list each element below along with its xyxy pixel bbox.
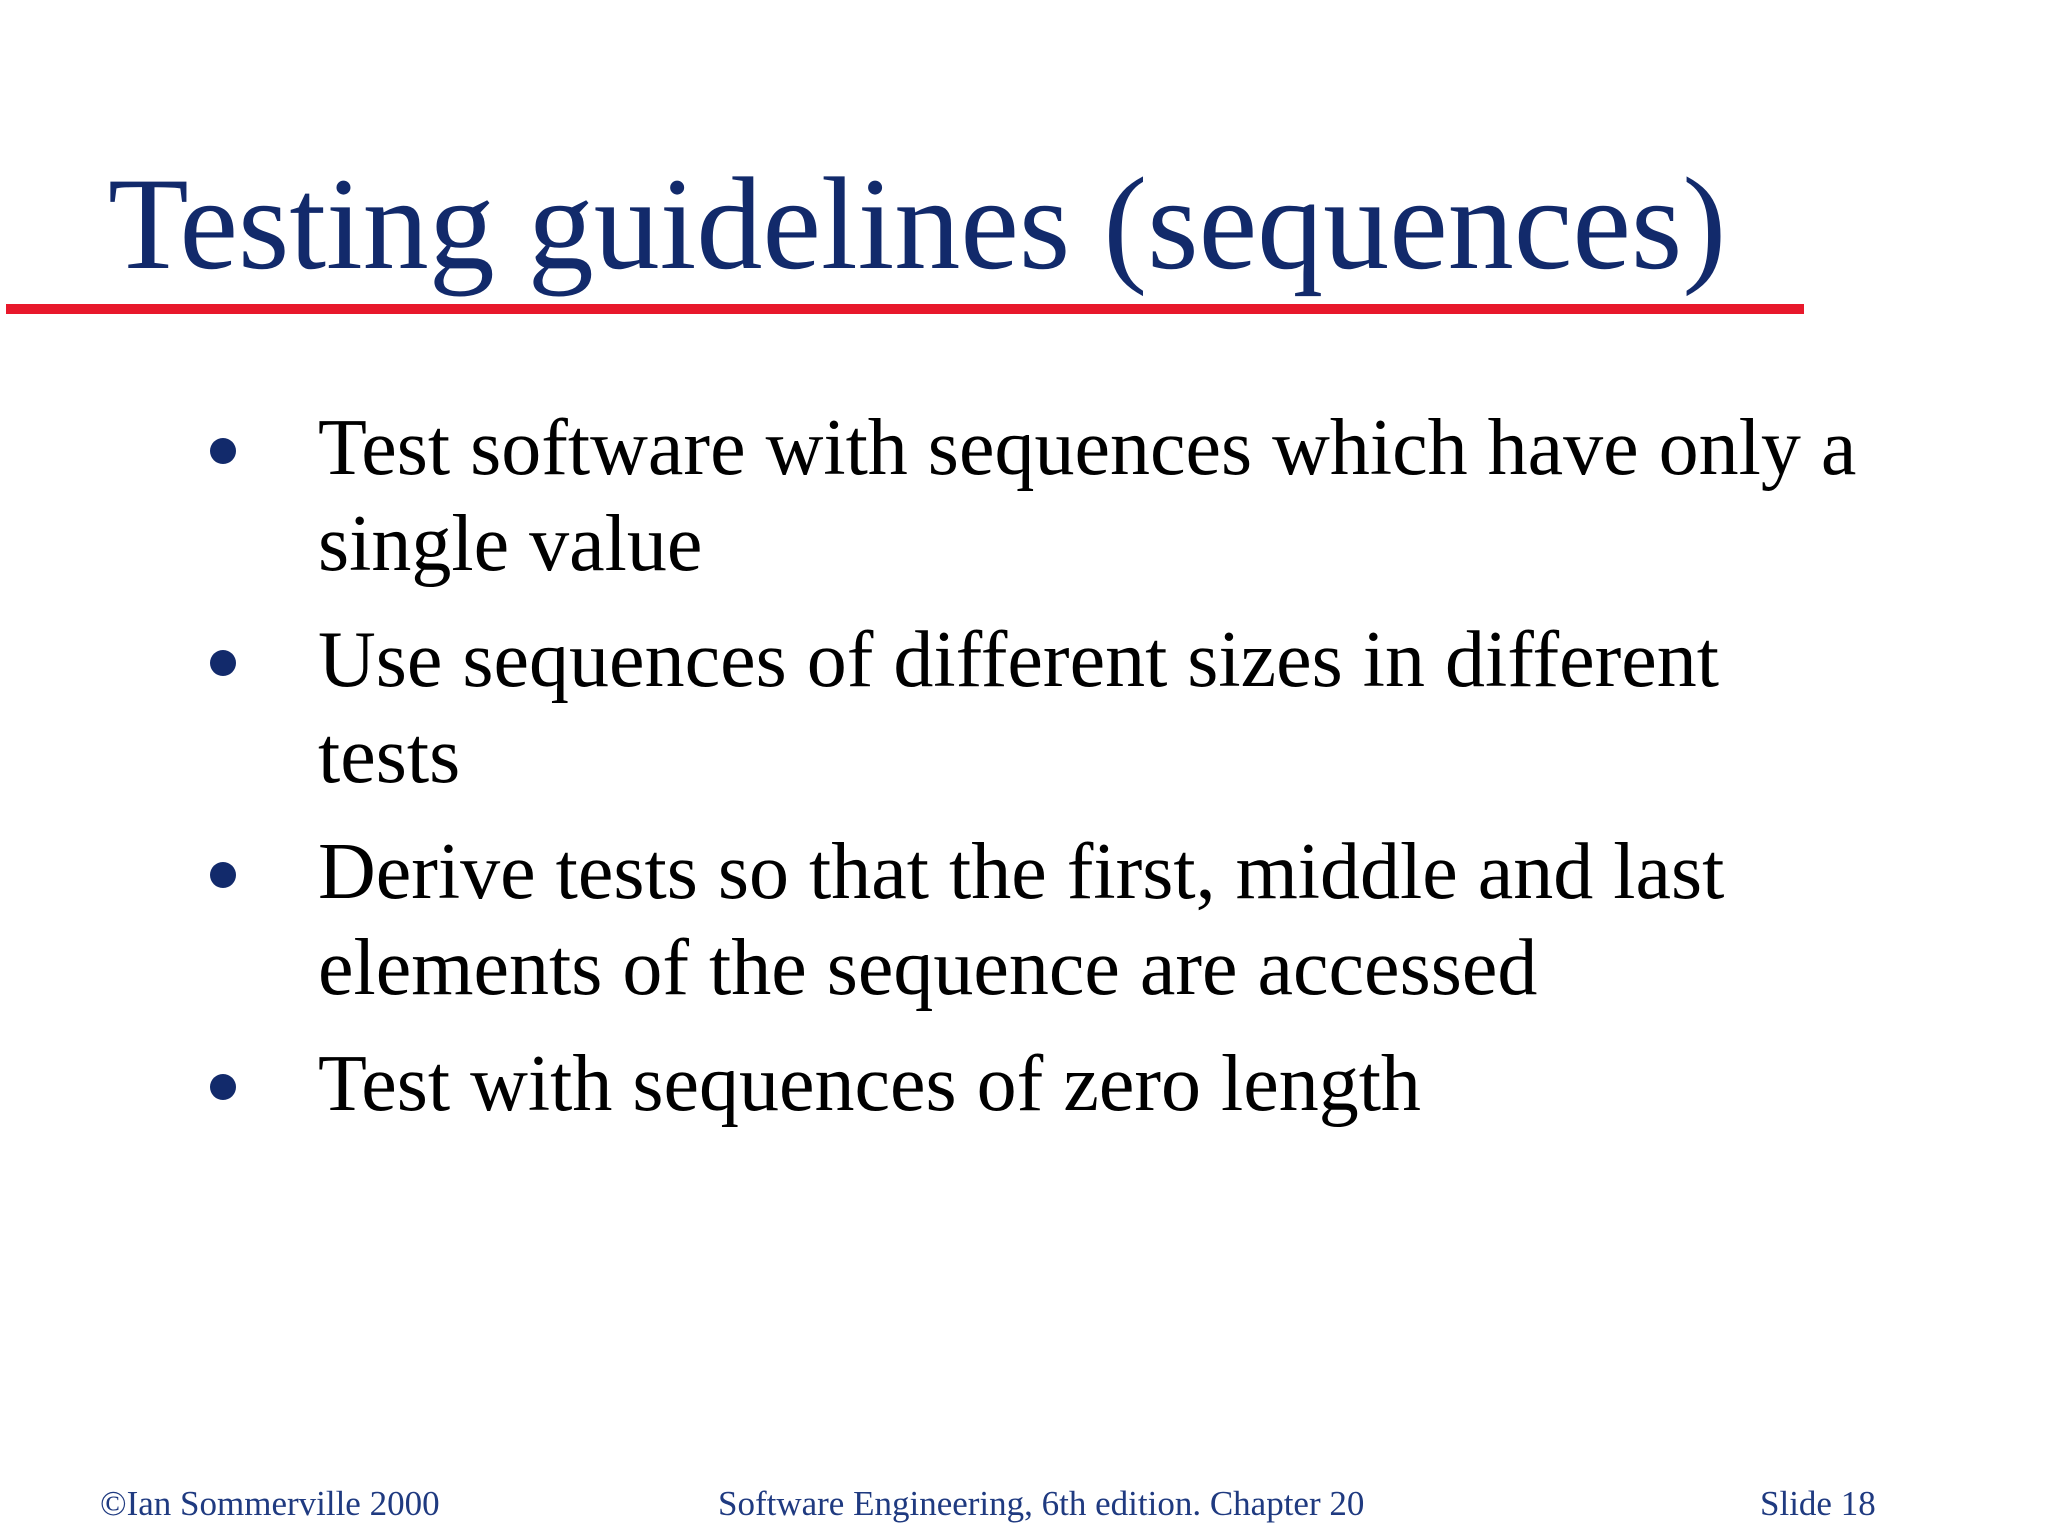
slide-title: Testing guidelines (sequences) xyxy=(108,150,1727,297)
footer-copyright: ©Ian Sommerville 2000 xyxy=(100,1484,440,1523)
bullet-text: Test software with sequences which have only a single value xyxy=(318,404,1857,588)
bullet-dot-icon xyxy=(210,1074,236,1100)
bullet-dot-icon xyxy=(210,438,236,464)
footer-slide-number: Slide 18 xyxy=(1760,1484,1876,1523)
bullet-dot-icon xyxy=(210,650,236,676)
title-underline-divider xyxy=(6,304,1804,314)
bullet-text: Test with sequences of zero length xyxy=(318,1040,1421,1128)
bullet-item xyxy=(200,1036,1860,1132)
bullet-item xyxy=(200,400,1860,592)
bullet-text: Use sequences of different sizes in different tests xyxy=(318,616,1719,800)
bullet-item xyxy=(200,824,1860,1016)
bullet-list xyxy=(200,400,1860,1152)
bullet-dot-icon xyxy=(210,862,236,888)
bullet-item xyxy=(200,612,1860,804)
bullet-text: Derive tests so that the first, middle and last elements of the sequence are accessed xyxy=(318,828,1725,1012)
footer-book-title: Software Engineering, 6th edition. Chapter 20 xyxy=(718,1484,1365,1523)
